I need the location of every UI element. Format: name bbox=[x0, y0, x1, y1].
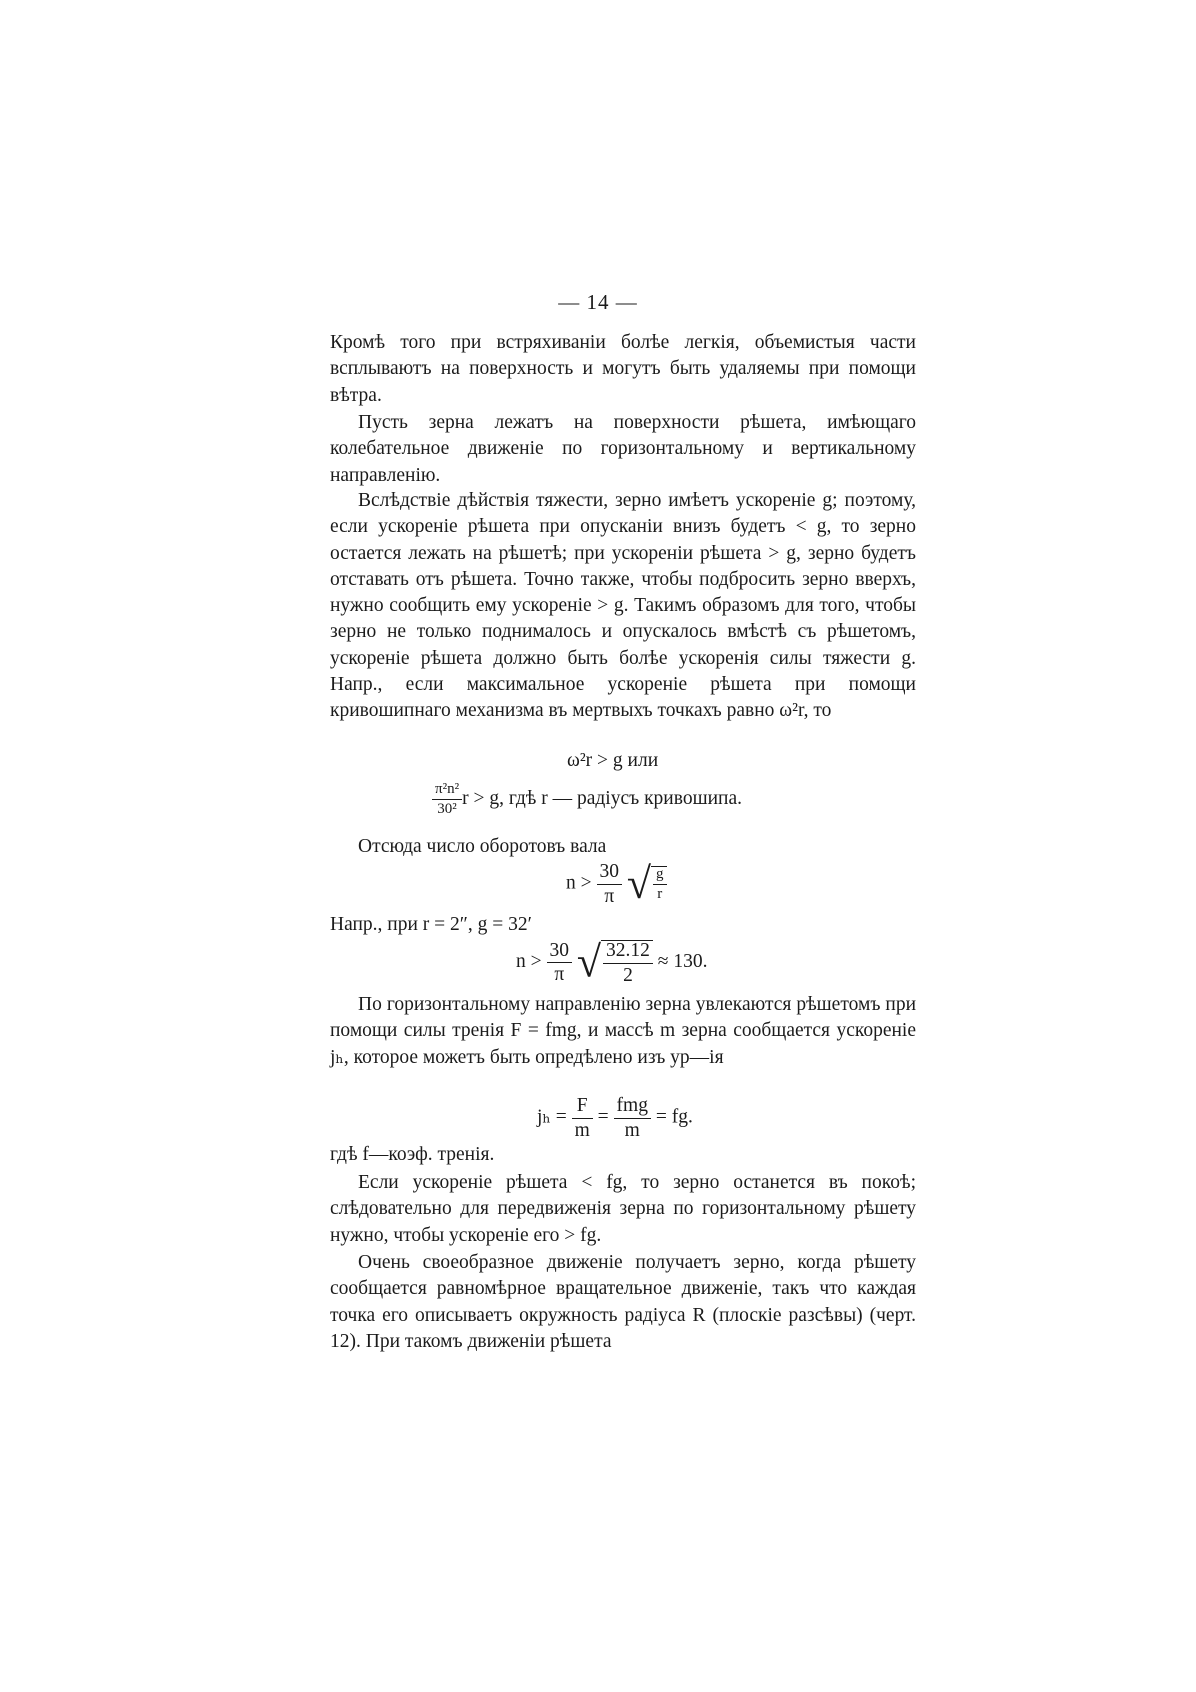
formula-lhs: n > bbox=[566, 872, 592, 894]
page-number: — 14 — bbox=[558, 290, 638, 314]
fraction-numerator: F bbox=[572, 1096, 593, 1119]
fraction-numerator: 30 bbox=[547, 941, 573, 964]
formula-result: = fg. bbox=[655, 1106, 693, 1128]
fraction-numerator: π²n² bbox=[432, 782, 462, 800]
formula-crank-tail: r > g, гдѣ r — радіусъ кривошипа. bbox=[462, 787, 742, 809]
paragraph-5: Напр., при r = 2″, g = 32′ bbox=[330, 914, 532, 935]
fraction-denominator: r bbox=[657, 886, 663, 902]
fraction-denominator: m bbox=[624, 1119, 640, 1141]
radical-sign-icon: √ bbox=[576, 937, 602, 987]
fraction-denominator: 2 bbox=[623, 964, 633, 986]
fraction-denominator: m bbox=[574, 1119, 590, 1141]
fraction-denominator: 30² bbox=[437, 801, 457, 817]
fraction-numerator: 30 bbox=[597, 862, 623, 885]
formula-friction bbox=[537, 1096, 693, 1140]
fraction bbox=[432, 782, 462, 817]
radical-sign-icon: √ bbox=[626, 859, 652, 908]
formula-result: ≈ 130. bbox=[657, 950, 708, 972]
fraction-numerator: fmg bbox=[614, 1096, 651, 1119]
fraction-denominator: π bbox=[554, 964, 565, 985]
formula-lhs: jₕ = bbox=[537, 1106, 567, 1128]
fraction bbox=[653, 867, 667, 902]
fraction bbox=[603, 941, 653, 985]
formula-omega: ω²r > g или bbox=[567, 750, 659, 771]
fraction-numerator: 32.12 bbox=[603, 941, 653, 964]
fraction-denominator: π bbox=[604, 885, 615, 907]
paragraph-3: Вслѣдствіе дѣйствія тяжести, зерно имѣетъ ускореніе g; поэтому, если ускореніе рѣшета при опусканіи внизъ будетъ < g, то зерно остается лежать на рѣшетѣ; при ускореніи рѣшета > g, зерно будетъ отставать отъ рѣшета. Точно также, чтобы подбросить зерно вверхъ, нужно сообщить ему ускореніе > g. Такимъ образомъ для того, чтобы зерно не только поднималось и опускалось вмѣстѣ съ рѣшетомъ, ускореніе рѣшета должно быть болѣе ускоренія силы тяжести g. Напр., если максимальное ускореніе рѣшета при помощи кривошипнаго механизма въ мертвыхъ точкахъ равно ω²r, то bbox=[330, 490, 916, 722]
formula-lhs: n > bbox=[516, 950, 542, 972]
formula-n-example bbox=[516, 937, 708, 987]
fraction bbox=[597, 862, 623, 906]
radicand bbox=[651, 866, 667, 902]
paragraph-6: По горизонтальному направленію зерна увлекаются рѣшетомъ при помощи силы тренія F = fmg, и массѣ m зерна сообщается ускореніе jₕ, которое можетъ быть опредѣлено изъ ур—ія bbox=[330, 994, 916, 1068]
formula-n-general bbox=[566, 859, 667, 908]
square-root bbox=[626, 859, 667, 908]
radicand bbox=[601, 940, 653, 985]
fraction bbox=[572, 1096, 593, 1140]
fraction bbox=[614, 1096, 651, 1140]
fraction-numerator: g bbox=[653, 867, 667, 885]
paragraph-4: Отсюда число оборотовъ вала bbox=[358, 836, 607, 857]
formula-crank bbox=[432, 782, 742, 817]
square-root bbox=[576, 937, 653, 987]
fraction bbox=[547, 941, 573, 985]
equals-sign: = bbox=[597, 1106, 609, 1128]
paragraph-2: Пусть зерна лежатъ на поверхности рѣшета, имѣющаго колебательное движеніе по горизонтальному и вертикальному направленію. bbox=[330, 412, 916, 486]
paragraph-8: Если ускореніе рѣшета < fg, то зерно останется въ покоѣ; слѣдовательно для передвиженія зерна по горизонтальному рѣшету нужно, чтобы ускореніе его > fg. bbox=[330, 1172, 916, 1246]
paragraph-7: гдѣ f—коэф. тренія. bbox=[330, 1144, 495, 1165]
paragraph-1: Кромѣ того при встряхиваніи болѣе легкія, объемистыя части всплываютъ на поверхность и могутъ быть удаляемы при помощи вѣтра. bbox=[330, 332, 916, 406]
paragraph-9: Очень своеобразное движеніе получаетъ зерно, когда рѣшету сообщается равномѣрное вращательное движеніе, такъ что каждая точка его описываетъ окружность радіуса R (плоскіе разсѣвы) (черт. 12). При такомъ движеніи рѣшета bbox=[330, 1252, 916, 1352]
